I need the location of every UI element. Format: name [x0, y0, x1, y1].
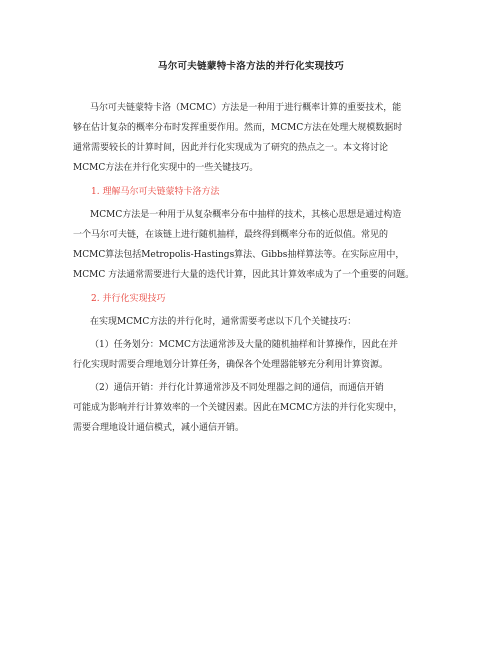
- intro-line-1: 马尔可夫链蒙特卡洛（MCMC）方法是一种用于进行概率计算的重要技术，能: [90, 103, 402, 113]
- item-2-line-2: 可能成为影响并行计算效率的一个关键因素。因此在MCMC方法的并行化实现中，: [73, 403, 403, 413]
- item-2-line-1: （2）通信开销：并行化计算通常涉及不同处理器之间的通信，而通信开销: [90, 383, 384, 393]
- section-1-line-3: MCMC算法包括Metropolis-Hastings算法、Gibbs抽样算法等。在实际应用中，: [73, 250, 405, 260]
- section-1-line-2: 一个马尔可夫链，在该链上进行随机抽样，最终得到概率分布的近似值。常见的: [73, 230, 389, 240]
- section-2-intro: 在实现MCMC方法的并行化时，通常需要考虑以下几个关键技巧：: [90, 317, 357, 327]
- section-2-heading: 2. 并行化实现技巧: [91, 294, 166, 304]
- intro-line-2: 够在估计复杂的概率分布时发挥重要作用。然而，MCMC方法在处理大规模数据时: [73, 123, 403, 133]
- section-1-line-4: MCMC 方法通常需要进行大量的迭代计算，因此其计算效率成为了一个重要的问题。: [73, 270, 415, 280]
- item-1-line-1: （1）任务划分：MCMC方法通常涉及大量的随机抽样和计算操作，因此在并: [90, 340, 398, 350]
- intro-line-4: MCMC方法在并行化实现中的一些关键技巧。: [73, 163, 259, 173]
- intro-line-3: 通常需要较长的计算时间，因此并行化实现成为了研究的热点之一。本文将讨论: [73, 143, 389, 153]
- section-1-line-1: MCMC方法是一种用于从复杂概率分布中抽样的技术，其核心思想是通过构造: [90, 210, 402, 220]
- document-title: 马尔可夫链蒙特卡洛方法的并行化实现技巧: [157, 61, 345, 72]
- section-1-heading: 1. 理解马尔可夫链蒙特卡洛方法: [91, 187, 220, 197]
- item-2-line-3: 需要合理地设计通信模式，减小通信开销。: [73, 423, 245, 433]
- item-1-line-2: 行化实现时需要合理地划分计算任务，确保各个处理器能够充分利用计算资源。: [73, 360, 389, 370]
